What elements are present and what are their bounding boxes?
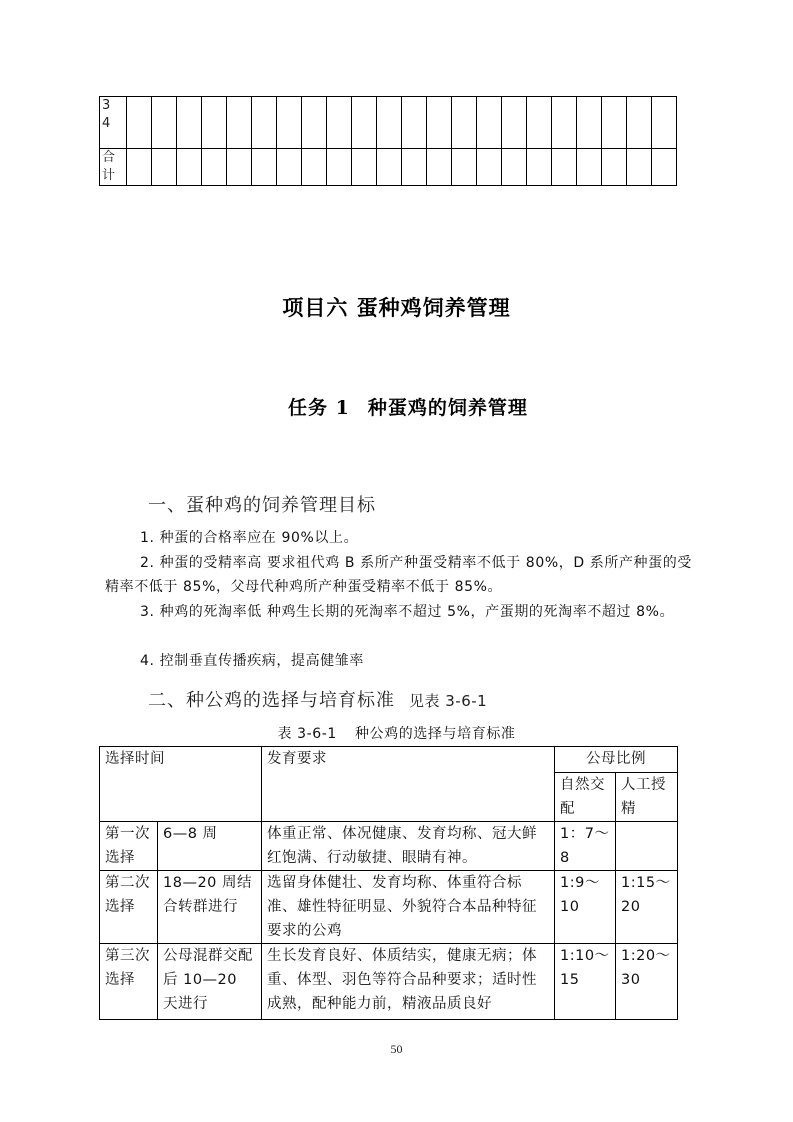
tally-cell bbox=[502, 97, 527, 149]
tally-cell bbox=[377, 97, 402, 149]
tally-cell bbox=[402, 149, 427, 186]
tally-cell bbox=[527, 97, 552, 149]
table-reference: 见表 3-6-1 bbox=[409, 692, 488, 710]
cell-ai-ratio: 1:15～20 bbox=[616, 871, 678, 944]
tally-cell bbox=[477, 149, 502, 186]
goal-item: 2. 种蛋的受精率高 要求祖代鸡 B 系所产种蛋受精率不低于 80%，D 系所产种蛋的受精率不低于 85%，父母代种鸡所产种蛋受精率不低于 85%。 bbox=[105, 555, 692, 595]
page-number: 50 bbox=[390, 1042, 403, 1056]
goal-item: 1. 种蛋的合格率应在 90%以上。 bbox=[140, 530, 359, 546]
tally-cell bbox=[452, 97, 477, 149]
cell-natural-ratio: 1：7～8 bbox=[555, 822, 616, 871]
tally-cell bbox=[602, 149, 627, 186]
cell-stage: 第一次选择 bbox=[100, 822, 158, 871]
cell-stage: 第三次选择 bbox=[100, 944, 158, 1020]
cell-ai-ratio: 1:20～30 bbox=[616, 944, 678, 1020]
header-selection-time: 选择时间 bbox=[100, 747, 262, 822]
tally-cell bbox=[352, 97, 377, 149]
table-row bbox=[100, 822, 678, 871]
cell-stage: 第二次选择 bbox=[100, 871, 158, 944]
tally-cell bbox=[377, 149, 402, 186]
project-title: 项目六 蛋种鸡饲养管理 bbox=[282, 295, 511, 320]
section-heading-goals: 一、蛋种鸡的饲养管理目标 bbox=[148, 495, 376, 516]
label-line: 合 bbox=[102, 150, 116, 165]
table-header-row bbox=[100, 747, 678, 773]
tally-cell bbox=[327, 149, 352, 186]
rooster-standards-table bbox=[99, 746, 678, 1020]
label-line: 3 bbox=[102, 98, 111, 113]
cell-requirements: 选留身体健壮、发育均称、体重符合标准、雄性特征明显、外貌符合本品种特征要求的公鸡 bbox=[262, 871, 555, 944]
tally-cell bbox=[627, 149, 652, 186]
tally-cell bbox=[177, 149, 202, 186]
tally-cell bbox=[527, 149, 552, 186]
table-caption-number: 表 3-6-1 bbox=[277, 726, 337, 742]
header-natural-mating: 自然交配 bbox=[555, 773, 616, 822]
goal-item: 4. 控制垂直传播疾病，提高健雏率 bbox=[140, 653, 365, 669]
tally-cell bbox=[277, 149, 302, 186]
tally-cell bbox=[652, 97, 677, 149]
tally-cell bbox=[277, 97, 302, 149]
tally-cell bbox=[552, 97, 577, 149]
tally-cell bbox=[627, 97, 652, 149]
tally-cell bbox=[402, 97, 427, 149]
tally-cell bbox=[252, 97, 277, 149]
cell-timing: 6—8 周 bbox=[158, 822, 262, 871]
goal-item: 3. 种鸡的死淘率低 种鸡生长期的死淘率不超过 5%，产蛋期的死淘率不超过 8%。 bbox=[140, 604, 675, 620]
tally-cell bbox=[427, 97, 452, 149]
tally-cell bbox=[227, 149, 252, 186]
cell-natural-ratio: 1:9～10 bbox=[555, 871, 616, 944]
task-title bbox=[288, 393, 528, 420]
tally-cell bbox=[302, 97, 327, 149]
cell-ai-ratio bbox=[616, 822, 678, 871]
tally-cell bbox=[152, 97, 177, 149]
tally-cell bbox=[252, 149, 277, 186]
tally-cell bbox=[127, 97, 152, 149]
tally-cell bbox=[302, 149, 327, 186]
tally-cell bbox=[127, 149, 152, 186]
label-line: 计 bbox=[102, 168, 116, 183]
label-line: 4 bbox=[102, 116, 111, 131]
tally-row-34 bbox=[100, 97, 677, 149]
task-name: 种蛋鸡的饲养管理 bbox=[367, 397, 528, 419]
tally-cell bbox=[177, 97, 202, 149]
table-caption bbox=[0, 723, 793, 743]
tally-cell bbox=[227, 97, 252, 149]
tally-cell bbox=[577, 149, 602, 186]
tally-cell bbox=[427, 149, 452, 186]
section-heading-rooster-selection bbox=[148, 686, 487, 712]
tally-cell bbox=[452, 149, 477, 186]
tally-cell bbox=[502, 149, 527, 186]
tally-cell bbox=[602, 97, 627, 149]
tally-table bbox=[99, 96, 677, 186]
tally-cell bbox=[327, 97, 352, 149]
cell-timing: 公母混群交配后 10—20 天进行 bbox=[158, 944, 262, 1020]
tally-cell bbox=[552, 149, 577, 186]
section-heading-text: 二、种公鸡的选择与培育标准 bbox=[148, 690, 395, 711]
task-number: 任务 1 bbox=[288, 397, 350, 419]
tally-cell bbox=[352, 149, 377, 186]
header-ratio: 公母比例 bbox=[555, 747, 678, 773]
tally-cell bbox=[202, 97, 227, 149]
tally-cell bbox=[477, 97, 502, 149]
tally-cell bbox=[577, 97, 602, 149]
cell-requirements: 体重正常、体况健康、发育均称、冠大鲜红饱满、行动敏捷、眼睛有神。 bbox=[262, 822, 555, 871]
tally-row-label bbox=[100, 97, 127, 149]
tally-row-total bbox=[100, 149, 677, 186]
tally-cell bbox=[652, 149, 677, 186]
tally-cell bbox=[152, 149, 177, 186]
tally-row-label bbox=[100, 149, 127, 186]
header-artificial-insemination: 人工授精 bbox=[616, 773, 678, 822]
table-row bbox=[100, 944, 678, 1020]
cell-requirements: 生长发育良好、体质结实，健康无病；体重、体型、羽色等符合品种要求；适时性成熟，配种能力前，精液品质良好 bbox=[262, 944, 555, 1020]
table-caption-title: 种公鸡的选择与培育标准 bbox=[354, 726, 516, 742]
cell-timing: 18—20 周结合转群进行 bbox=[158, 871, 262, 944]
table-row bbox=[100, 871, 678, 944]
tally-cell bbox=[202, 149, 227, 186]
cell-natural-ratio: 1:10～15 bbox=[555, 944, 616, 1020]
header-requirements: 发育要求 bbox=[262, 747, 555, 822]
